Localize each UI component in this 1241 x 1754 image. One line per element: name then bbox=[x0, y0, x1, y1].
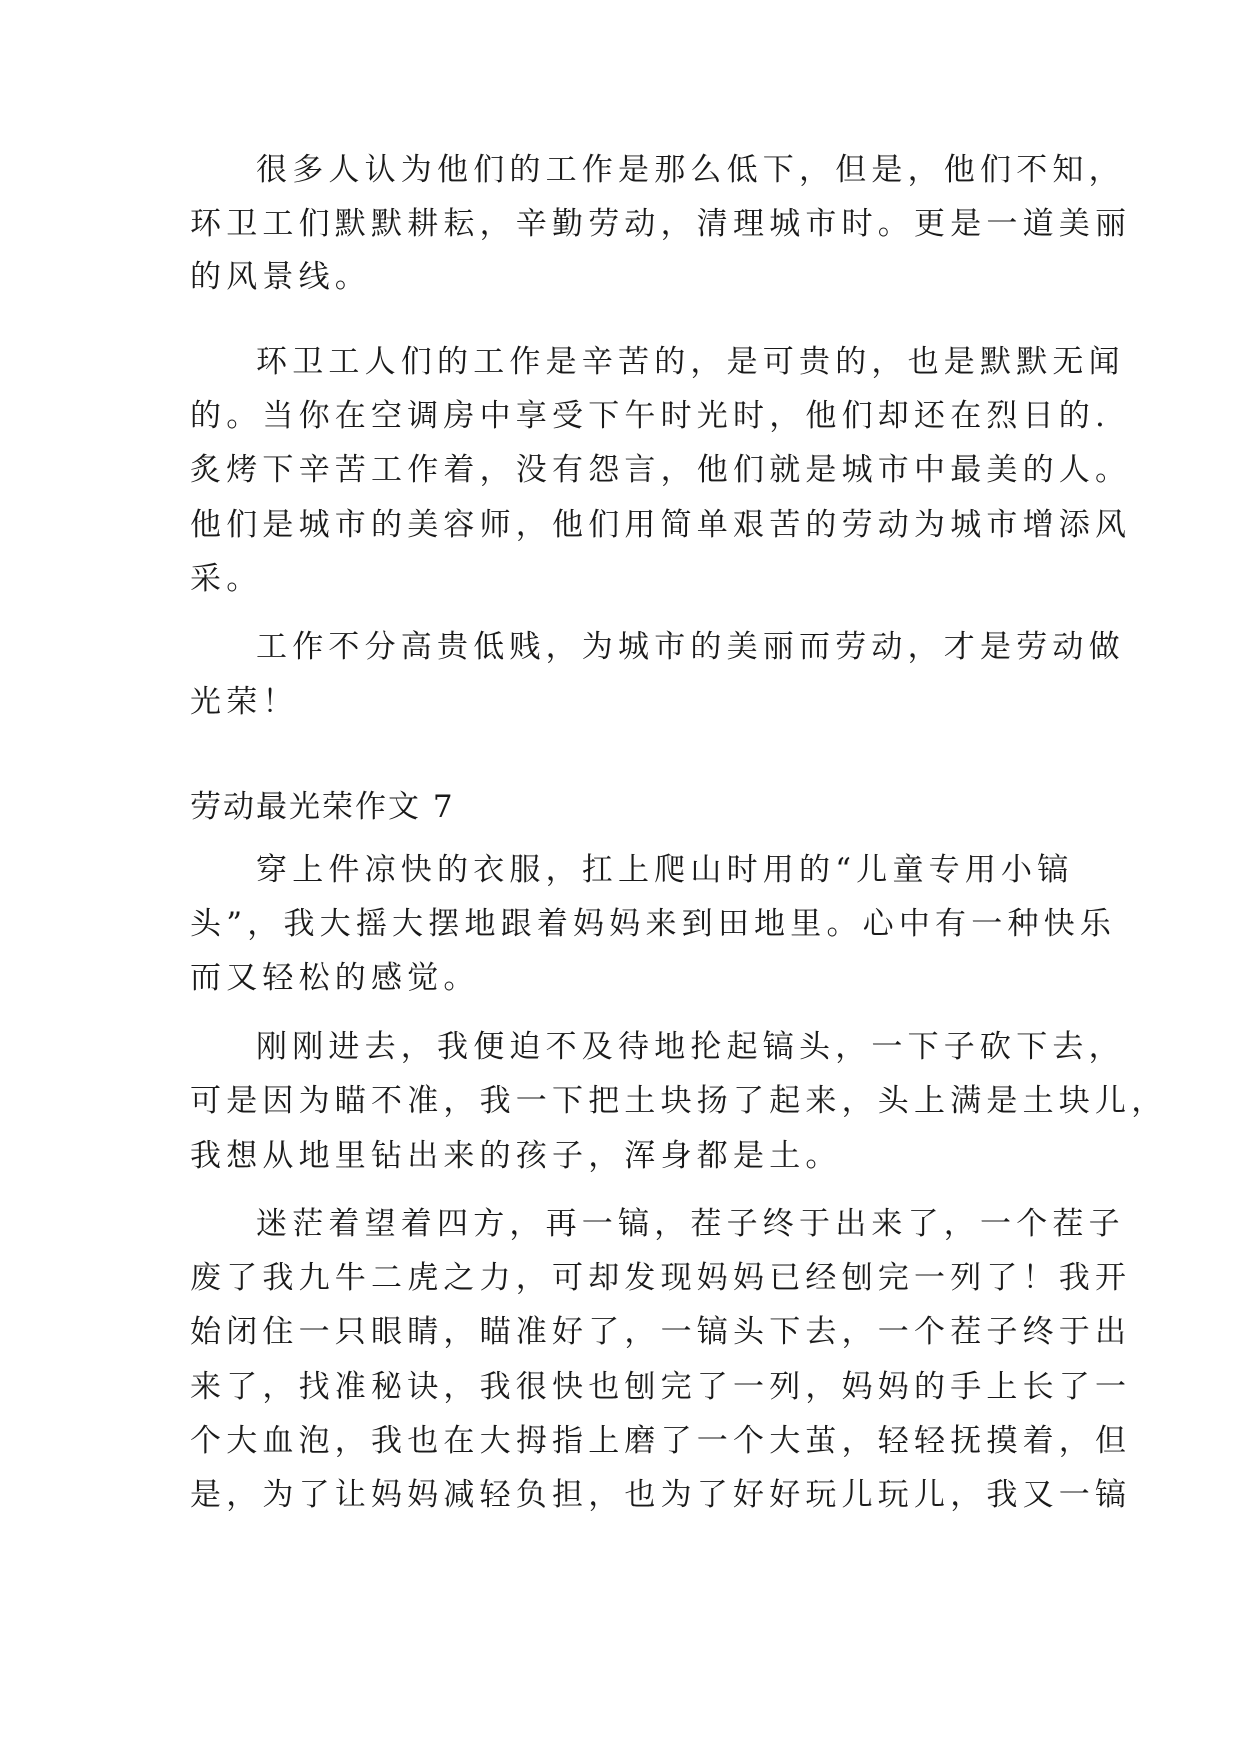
text-line: 光荣！ bbox=[190, 684, 299, 720]
text-line: 环卫工们默默耕耘，辛勤劳动，清理城市时。更是一道美丽 bbox=[190, 206, 1132, 242]
text-line: 个大血泡，我也在大拇指上磨了一个大茧，轻轻抚摸着，但 bbox=[190, 1423, 1132, 1459]
text-line: 刚刚进去，我便迫不及待地抡起镐头，一下子砍下去， bbox=[256, 1029, 1125, 1065]
text-line: 是，为了让妈妈减轻负担，也为了好好玩儿玩儿，我又一镐 bbox=[190, 1477, 1132, 1513]
text-line: 穿上件凉快的衣服，扛上爬山时用的“儿童专用小镐 bbox=[256, 852, 1074, 888]
text-line: 他们是城市的美容师，他们用简单艰苦的劳动为城市增添风 bbox=[190, 507, 1132, 543]
text-line: 废了我九牛二虎之力，可却发现妈妈已经刨完一列了！我开 bbox=[190, 1260, 1132, 1296]
text-line: 来了，找准秘诀，我很快也刨完了一列，妈妈的手上长了一 bbox=[190, 1369, 1132, 1405]
text-line: 工作不分高贵低贱，为城市的美丽而劳动，才是劳动做 bbox=[256, 629, 1125, 665]
text-line: 的。当你在空调房中享受下午时光时，他们却还在烈日的. bbox=[190, 398, 1111, 434]
text-line: 炙烤下辛苦工作着，没有怨言，他们就是城市中最美的人。 bbox=[190, 452, 1132, 488]
text-line: 很多人认为他们的工作是那么低下，但是，他们不知， bbox=[256, 152, 1125, 188]
text-line: 我想从地里钻出来的孩子，浑身都是土。 bbox=[190, 1138, 842, 1174]
section-title: 劳动最光荣作文 7 bbox=[190, 789, 455, 825]
text-line: 采。 bbox=[190, 561, 263, 597]
text-line: 迷茫着望着四方，再一镐，茬子终于出来了，一个茬子 bbox=[256, 1206, 1125, 1242]
text-line: 可是因为瞄不准，我一下把土块扬了起来，头上满是土块儿， bbox=[190, 1083, 1168, 1119]
text-line: 始闭住一只眼睛，瞄准好了，一镐头下去，一个茬子终于出 bbox=[190, 1314, 1132, 1350]
text-line: 而又轻松的感觉。 bbox=[190, 960, 480, 996]
text-line: 头”，我大摇大摆地跟着妈妈来到田地里。心中有一种快乐 bbox=[190, 906, 1117, 942]
text-line: 的风景线。 bbox=[190, 259, 371, 295]
text-line: 环卫工人们的工作是辛苦的，是可贵的，也是默默无闻 bbox=[256, 344, 1125, 380]
